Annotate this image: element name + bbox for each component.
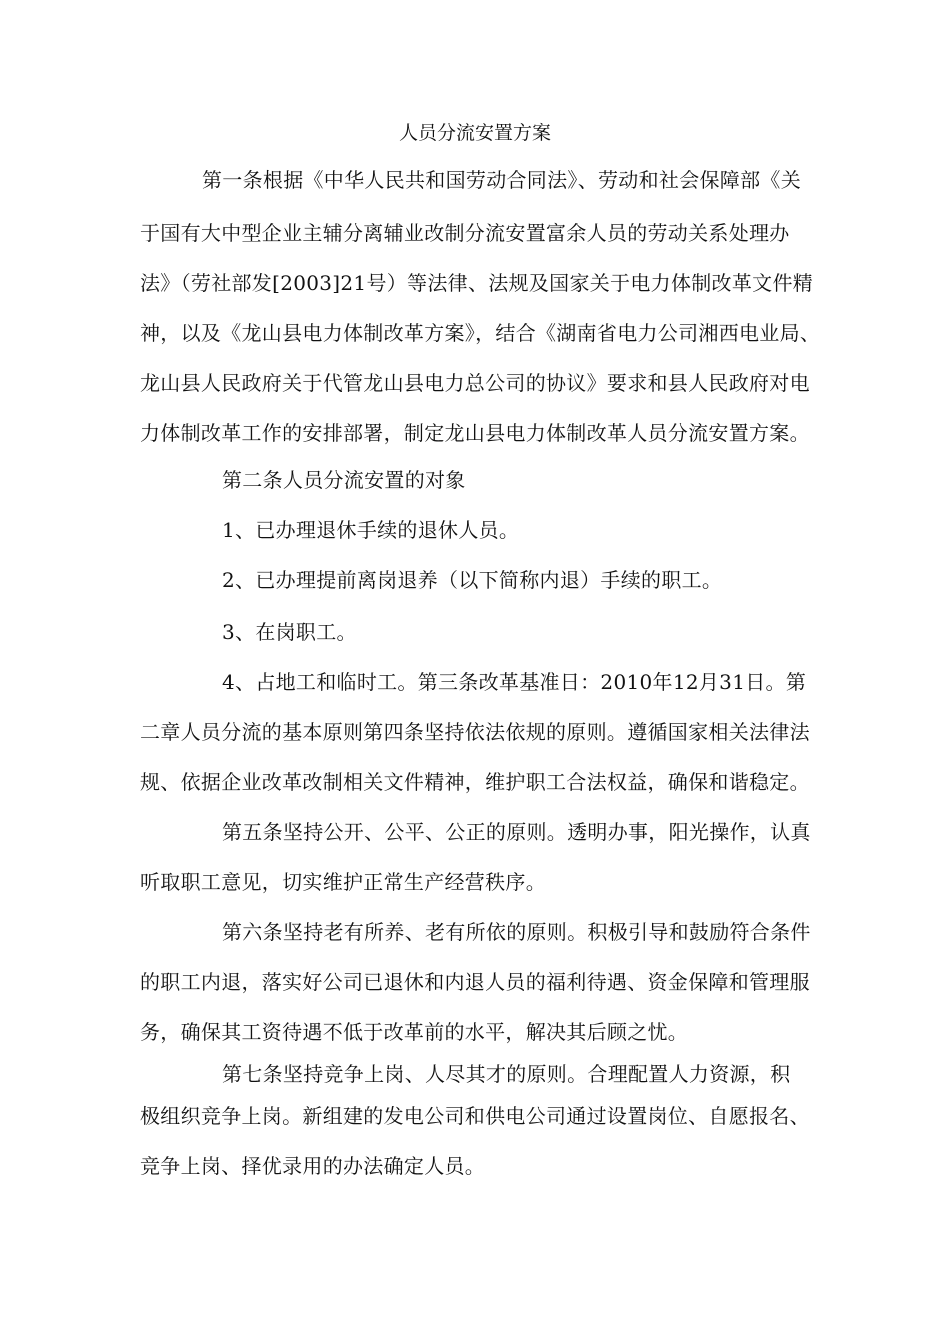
- text-line: 极组织竞争上岗。新组建的发电公司和供电公司通过设置岗位、自愿报名、: [140, 1104, 810, 1128]
- text-line: 规、依据企业改革改制相关文件精神，维护职工合法权益，确保和谐稳定。: [140, 770, 810, 794]
- text-line: 竞争上岗、择优录用的办法确定人员。: [140, 1154, 486, 1178]
- text-line: 第六条坚持老有所养、老有所依的原则。积极引导和鼓励符合条件: [222, 920, 811, 944]
- text-line: 听取职工意见，切实维护正常生产经营秩序。: [140, 870, 546, 894]
- section-heading: 第二条人员分流安置的对象: [222, 468, 466, 492]
- list-item: 3、在岗职工。: [222, 620, 357, 644]
- text-line: 的职工内退，落实好公司已退休和内退人员的福利待遇、资金保障和管理服: [140, 970, 810, 994]
- text-line: 第七条坚持竞争上岗、人尽其才的原则。合理配置人力资源，积: [222, 1062, 791, 1086]
- text-line: 神，以及《龙山县电力体制改革方案》，结合《湖南省电力公司湘西电业局、: [140, 321, 821, 345]
- list-item: 2、已办理提前离岗退养（以下简称内退）手续的职工。: [222, 568, 723, 592]
- document-title: 人员分流安置方案: [398, 122, 551, 144]
- text-line: 龙山县人民政府关于代管龙山县电力总公司的协议》要求和县人民政府对电: [140, 371, 810, 395]
- list-item: 4、占地工和临时工。第三条改革基准日：2010年12月31日。第: [222, 670, 807, 694]
- list-item: 1、已办理退休手续的退休人员。: [222, 518, 520, 542]
- text-line: 二章人员分流的基本原则第四条坚持依法依规的原则。遵循国家相关法律法: [140, 720, 810, 744]
- text-line: 第一条根据《中华人民共和国劳动合同法》、劳动和社会保障部《关: [202, 168, 801, 192]
- text-line: 于国有大中型企业主辅分离辅业改制分流安置富余人员的劳动关系处理办: [140, 221, 790, 245]
- text-line: 务，确保其工资待遇不低于改革前的水平，解决其后顾之忧。: [140, 1020, 689, 1044]
- text-line: 法》（劳社部发[2003]21号）等法律、法规及国家关于电力体制改革文件精: [140, 271, 814, 295]
- text-line: 第五条坚持公开、公平、公正的原则。透明办事，阳光操作，认真: [222, 820, 811, 844]
- text-line: 力体制改革工作的安排部署，制定龙山县电力体制改革人员分流安置方案。: [140, 421, 810, 445]
